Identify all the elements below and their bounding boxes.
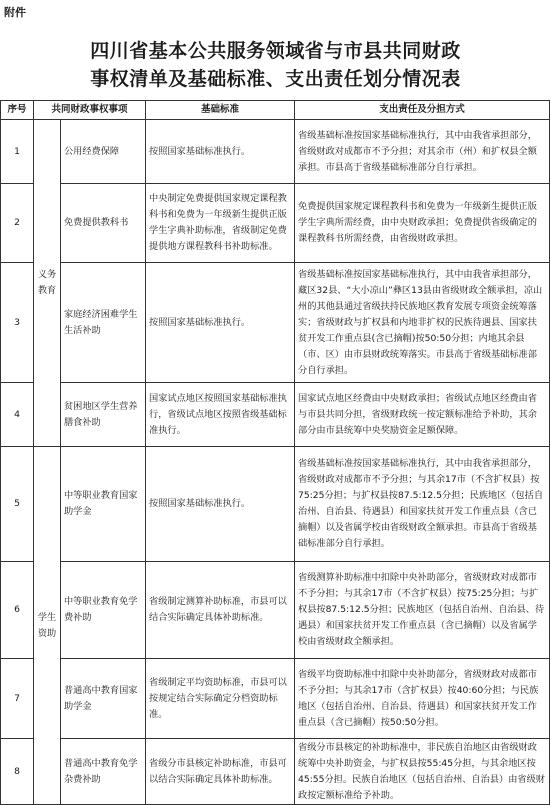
item-name: 中等职业教育免学费补助 [61, 562, 146, 659]
base-standard: 按照国家基础标准执行。 [146, 263, 295, 383]
responsibility-text: 省级基础标准按国家基础标准执行，其中由我省承担部分，省级财政对成都市不予分担；与其余17市（不含扩权县）按75:25分担；与扩权县按87.5:12.5分担；民族地区（包括自治州、自治县、待遇县）和国家扶贫开发工作重点县（含已摘帽）以及省属学校由省级财政全额承担。市县高于省级基础标准部分自行承担。 [295, 447, 550, 562]
page-title-line-1: 四川省基本公共服务领域省与市县共同财政 [90, 40, 461, 62]
row-number: 4 [1, 383, 34, 447]
base-standard: 省级制定平均资助标准，市县可以按规定结合实际确定分档资助标准。 [146, 659, 295, 739]
item-name: 普通高中教育免学杂费补助 [61, 739, 146, 805]
row-number: 5 [1, 447, 34, 562]
base-standard: 省级制定测算补助标准，市县可以结合实际确定具体补助标准。 [146, 562, 295, 659]
table-row [1, 120, 550, 184]
header-responsibility: 支出责任及分担方式 [295, 101, 550, 120]
responsibility-text: 省级基础标准按国家基础标准执行，其中由我省承担部分，藏区32县、“大小凉山”彝区13县由省级财政全额承担，凉山州的其他县通过省级扶持民族地区教育发展专项资金统筹落实；省级财政与扩权县和内地非扩权的民族待遇县、国家扶贫开发工作重点县(含已摘帽)按50:50分担；内地其余县（市、区）由市县财政统筹落实。市县高于省级基础标准部分自行承担。 [295, 263, 550, 383]
base-standard: 中央制定免费提供国家规定课程教科书和免费为一年级新生提供正版学生字典补助标准，省级制定免费提供地方课程教科书补助标准。 [146, 184, 295, 263]
table-row [1, 447, 550, 562]
row-number: 2 [1, 184, 34, 263]
item-name: 免费提供教科书 [61, 184, 146, 263]
item-name: 贫困地区学生营养膳食补助 [61, 383, 146, 447]
table-row [1, 184, 550, 263]
base-standard: 按照国家基础标准执行。 [146, 120, 295, 184]
base-standard: 省级分市县核定补助标准，市县可以结合实际确定具体补助标准。 [146, 739, 295, 805]
category-label: 学生资助 [37, 611, 57, 639]
row-number: 3 [1, 263, 34, 383]
base-standard: 按照国家基础标准执行。 [146, 447, 295, 562]
header-standard: 基础标准 [146, 101, 295, 120]
base-standard: 国家试点地区按照国家基础标准执行，省级试点地区按照省级基础标准执行。 [146, 383, 295, 447]
responsibility-text: 国家试点地区经费由中央财政承担；省级试点地区经费由省与市县共同分担，省级财政统一按定额标准给予补助，其余部分由市县统筹中央奖励资金足额保障。 [295, 383, 550, 447]
row-number: 1 [1, 120, 34, 184]
table-row [1, 562, 550, 659]
responsibility-text: 免费提供国家规定课程教科书和免费为一年级新生提供正版学生字典所需经费，由中央财政承担；免费提供省级确定的课程教科书所需经费，由省级财政承担。 [295, 184, 550, 263]
header-item: 共同财政事权事项 [34, 101, 146, 120]
row-number: 7 [1, 659, 34, 739]
row-number: 8 [1, 739, 34, 805]
responsibility-table [0, 100, 550, 805]
responsibility-text: 省级分市县核定的补助标准中，非民族自治地区由省级财政统筹中央补助资金，与扩权县按55:45分担，与其余地区按45:55分担。民族自治地区（包括自治州、自治县）由省级财政按定额标准给予补助。 [295, 739, 550, 805]
attachment-label: 附件 [4, 6, 26, 19]
table-header-row [1, 101, 550, 120]
item-name: 公用经费保障 [61, 120, 146, 184]
category-cell [34, 447, 61, 805]
table-row [1, 739, 550, 805]
responsibility-text: 省级平均资助标准中扣除中央补助部分，省级财政对成都市不予分担；与其余17市（含扩权县）按40:60分担；与民族地区（包括自治州、自治县、待遇县）和国家扶贫开发工作重点县（含已摘帽）按50:50分担。 [295, 659, 550, 739]
item-name: 普通高中教育国家助学金 [61, 659, 146, 739]
header-number: 序号 [1, 101, 34, 120]
responsibility-text: 省级测算补助标准中扣除中央补助部分，省级财政对成都市不予分担；与其余17市（不含扩权县）按75:25分担；与扩权县按87.5:12.5分担；民族地区（包括自治州、自治县、待遇县）和国家扶贫开发工作重点县（含已摘帽）以及省属学校由省级财政全额承担。 [295, 562, 550, 659]
item-name: 中等职业教育国家助学金 [61, 447, 146, 562]
category-label: 义务教育 [37, 269, 57, 296]
item-name: 家庭经济困难学生生活补助 [61, 263, 146, 383]
category-cell [34, 120, 61, 447]
table-row [1, 263, 550, 383]
row-number: 6 [1, 562, 34, 659]
page-title-line-2: 事权清单及基础标准、支出责任划分情况表 [90, 68, 461, 90]
table-row [1, 383, 550, 447]
responsibility-text: 省级基础标准按国家基础标准执行，其中由我省承担部分，省级财政对成都市不予分担；对其余市（州）和扩权县全额承担。市县高于省级基础标准部分自行承担。 [295, 120, 550, 184]
table-row [1, 659, 550, 739]
